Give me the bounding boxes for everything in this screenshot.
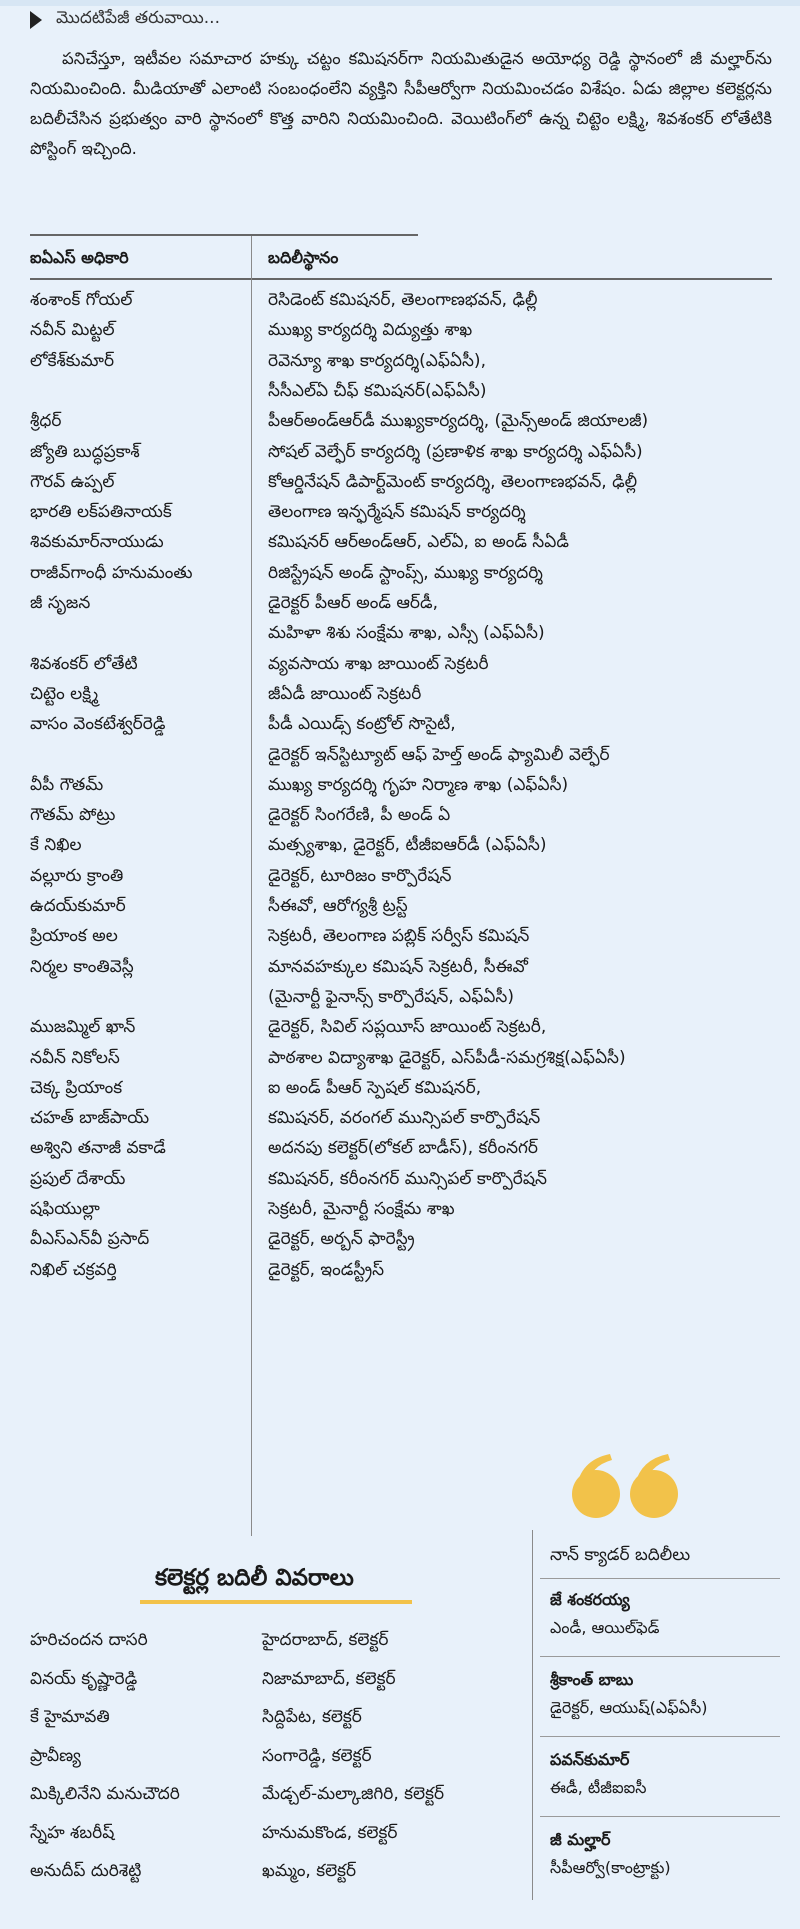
non-cadre-name: శ్రీకాంత్ బాబు bbox=[550, 1670, 634, 1689]
table-row bbox=[30, 654, 770, 684]
table-row bbox=[30, 1169, 770, 1199]
collector-posting: మేడ్చల్-మల్కాజిగిరి, కలెక్టర్ bbox=[262, 1784, 445, 1804]
officer-name: రాజీవ్‌గాంధీ హనుమంతు bbox=[30, 562, 193, 583]
posting-text: రిజిస్ట్రేషన్ అండ్ స్టాంప్స్, ముఖ్య కార్యదర్శి bbox=[268, 562, 543, 583]
officer-name: వాసం వెంకటేశ్వర్‌రెడ్డి bbox=[30, 714, 166, 735]
header-posting: బదిలీస్థానం bbox=[268, 248, 339, 267]
collector-name: హరిచందన దాసరి bbox=[30, 1630, 148, 1650]
posting-text: మహిళా శిశు సంక్షేమ శాఖ, ఎస్సీ (ఎఫ్ఏసీ) bbox=[268, 623, 545, 644]
table-row bbox=[30, 593, 770, 623]
officer-name: శివకుమార్‌నాయుడు bbox=[30, 532, 164, 553]
posting-text: పీడీ ఎయిడ్స్ కంట్రోల్ సొసైటీ, bbox=[268, 714, 456, 735]
collector-name: స్నేహ శబరీష్ bbox=[30, 1822, 115, 1843]
non-cadre-separator bbox=[540, 1736, 780, 1737]
posting-text: జీఏడీ జాయింట్ సెక్రటరీ bbox=[268, 683, 422, 704]
posting-text: సోషల్ వెల్ఫేర్ కార్యదర్శి (ప్రణాళిక శాఖ కార్యదర్శి ఎఫ్ఏసీ) bbox=[268, 441, 643, 462]
table-row bbox=[30, 684, 770, 714]
table-row bbox=[30, 1138, 770, 1168]
non-cadre-name: పవన్‌కుమార్ bbox=[550, 1750, 630, 1769]
non-cadre-desc: డైరెక్టర్, ఆయుష్(ఎఫ్ఏసీ) bbox=[550, 1698, 708, 1717]
officer-name: ఉదయ్‌కుమార్ bbox=[30, 896, 126, 916]
table-row bbox=[30, 714, 770, 744]
posting-text: కమిషనర్, వరంగల్ మున్సిపల్ కార్పొరేషన్ bbox=[268, 1108, 541, 1129]
continued-arrow-icon bbox=[30, 11, 42, 29]
table-row bbox=[30, 1017, 770, 1047]
collector-row bbox=[30, 1746, 480, 1776]
non-cadre-desc: ఈడీ, టీజీఐఐసీ bbox=[550, 1778, 647, 1797]
table-row bbox=[30, 381, 770, 411]
continued-header bbox=[30, 6, 220, 34]
posting-text: పాఠశాల విద్యాశాఖ డైరెక్టర్, ఎస్‌పీడీ-సమగ్రశిక్ష(ఎఫ్ఏసీ) bbox=[268, 1047, 626, 1068]
table-row bbox=[30, 1260, 770, 1290]
officer-name: ప్రపుల్ దేశాయ్ bbox=[30, 1168, 126, 1189]
intro-text: పనిచేస్తూ, ఇటీవల సమాచార హక్కు చట్టం కమిషనర్‌గా నియమితుడైన అయోధ్య రెడ్డి స్థానంలో జీ మల్హార్‌ను నియమించింది. మీడియాతో ఎలాంటి సంబంధంలేని వ్యక్తిని సీపీఆర్వోగా నియమించడం విశేషం. ఏడు జిల్లాల కలెక్టర్లను బదిలీచేసిన ప్రభుత్వం వారి స్థానంలో కొత్త వారిని నియమించింది. వెయిటింగ్‌లో ఉన్న చిట్టెం లక్ష్మి, శివశంకర్ లోతేటికి పోస్టింగ్ ఇచ్చింది. bbox=[30, 49, 772, 158]
posting-text: పీఆర్అండ్ఆర్‌డీ ముఖ్యకార్యదర్శి, (మైన్స్అండ్ జియాలజీ) bbox=[268, 411, 649, 432]
officer-name: చెక్క ప్రియాంక bbox=[30, 1077, 123, 1098]
officer-name: లోకేశ్‌కుమార్ bbox=[30, 350, 115, 371]
non-cadre-name: జే శంకరయ్య bbox=[550, 1590, 630, 1609]
non-cadre-entry bbox=[550, 1586, 780, 1642]
table-row bbox=[30, 896, 770, 926]
posting-text: రెసిడెంట్ కమిషనర్, తెలంగాణభవన్, ఢిల్లీ bbox=[268, 290, 538, 310]
posting-text: కమిషనర్ ఆర్అండ్ఆర్, ఎల్ఏ, ఐ అండ్ సీఏడీ bbox=[268, 532, 569, 553]
non-cadre-separator bbox=[540, 1656, 780, 1657]
non-cadre-desc: ఎండీ, ఆయిల్‌ఫెడ్ bbox=[550, 1618, 660, 1637]
posting-text: సీఈవో, ఆరోగ్యశ్రీ ట్రస్ట్ bbox=[268, 896, 408, 916]
collector-name: వినయ్ కృష్ణారెడ్డి bbox=[30, 1668, 138, 1689]
table-row bbox=[30, 411, 770, 441]
posting-text: మత్స్యశాఖ, డైరెక్టర్, టీజీఐఆర్‌డీ (ఎఫ్ఏసీ) bbox=[268, 835, 547, 856]
officer-name: నవీన్ మిట్టల్ bbox=[30, 320, 115, 341]
posting-text: కమిషనర్, కరీంనగర్ మున్సిపల్ కార్పొరేషన్ bbox=[268, 1168, 547, 1189]
table-row bbox=[30, 1199, 770, 1229]
officer-name: వల్లూరు క్రాంతి bbox=[30, 865, 124, 886]
officer-name: చిట్టెం లక్ష్మి bbox=[30, 683, 99, 704]
collector-name: మిక్కిలినేని మనుచౌదరి bbox=[30, 1784, 180, 1804]
continued-label: మొదటిపేజీ తరువాయి... bbox=[56, 8, 220, 28]
officer-name: జ్యోతి బుద్ధప్రకాశ్ bbox=[30, 441, 140, 462]
collector-row bbox=[30, 1630, 480, 1660]
officer-name: అశ్విని తనాజీ వకాడే bbox=[30, 1138, 166, 1159]
officer-name: శివశంకర్ లోతేటి bbox=[30, 653, 138, 674]
collector-posting: నిజామాబాద్, కలెక్టర్ bbox=[262, 1668, 396, 1689]
non-cadre-entry bbox=[550, 1746, 780, 1802]
officer-name: నిర్మల కాంతివెస్లీ bbox=[30, 956, 134, 977]
table-row bbox=[30, 1048, 770, 1078]
posting-text: అదనపు కలెక్టర్(లోకల్ బాడీస్), కరీంనగర్ bbox=[268, 1138, 539, 1159]
posting-text: డైరెక్టర్ పీఆర్ అండ్ ఆర్‌డీ, bbox=[268, 593, 438, 613]
posting-text: వ్యవసాయ శాఖ జాయింట్ సెక్రటరీ bbox=[268, 653, 489, 674]
posting-text: సెక్రటరీ, తెలంగాణ పబ్లిక్ సర్వీస్ కమిషన్ bbox=[268, 926, 530, 947]
posting-text: డైరెక్టర్, ఇండస్ట్రీస్ bbox=[268, 1259, 385, 1280]
officer-name: భారతి లక్‌పతినాయక్ bbox=[30, 502, 172, 523]
intro-paragraph bbox=[30, 44, 772, 164]
collector-row bbox=[30, 1861, 480, 1891]
collectors-title-underline bbox=[140, 1600, 412, 1604]
table-row bbox=[30, 1229, 770, 1259]
officer-name: వీఎస్ఎన్‌వీ ప్రసాద్ bbox=[30, 1229, 150, 1250]
table-row bbox=[30, 442, 770, 472]
table-row bbox=[30, 745, 770, 775]
officer-name: చహత్ బాజ్‌పాయ్ bbox=[30, 1108, 150, 1129]
non-cadre-divider bbox=[532, 1530, 533, 1900]
table-row bbox=[30, 290, 770, 320]
collector-posting: హనుమకొండ, కలెక్టర్ bbox=[262, 1822, 398, 1843]
officer-name: నిఖిల్ చక్రవర్తి bbox=[30, 1259, 117, 1280]
table-row bbox=[30, 351, 770, 381]
table-row bbox=[30, 957, 770, 987]
officer-name: షఫియుల్లా bbox=[30, 1199, 100, 1219]
non-cadre-desc: సీపీఆర్వో(కాంట్రాక్టు) bbox=[550, 1858, 671, 1877]
officer-name: శంశాంక్ గోయల్ bbox=[30, 290, 133, 310]
table-row bbox=[30, 472, 770, 502]
table-row bbox=[30, 987, 770, 1017]
posting-text: కోఆర్డినేషన్ డిపార్ట్‌మెంట్ కార్యదర్శి, తెలంగాణభవన్, ఢిల్లీ bbox=[268, 471, 638, 492]
table-top-rule bbox=[30, 234, 418, 236]
officer-name: గౌరవ్ ఉప్పల్ bbox=[30, 471, 115, 492]
table-row bbox=[30, 532, 770, 562]
non-cadre-title: నాన్ క్యాడర్ బదిలీలు bbox=[550, 1545, 691, 1565]
posting-text: ముఖ్య కార్యదర్శి విద్యుత్తు శాఖ bbox=[268, 320, 473, 341]
non-cadre-name: జీ మల్హార్ bbox=[550, 1830, 611, 1849]
table-row bbox=[30, 1078, 770, 1108]
collector-row bbox=[30, 1784, 480, 1814]
table-row bbox=[30, 835, 770, 865]
posting-text: సెక్రటరీ, మైనార్టీ సంక్షేమ శాఖ bbox=[268, 1199, 455, 1219]
table-row bbox=[30, 623, 770, 653]
table-row bbox=[30, 805, 770, 835]
officer-name: ముజమ్మిల్ ఖాన్ bbox=[30, 1017, 136, 1038]
officer-name: శ్రీధర్ bbox=[30, 411, 62, 432]
collector-posting: ఖమ్మం, కలెక్టర్ bbox=[262, 1861, 357, 1881]
collector-posting: సిద్దిపేట, కలెక్టర్ bbox=[262, 1707, 362, 1727]
collector-name: ప్రావీణ్య bbox=[30, 1745, 81, 1766]
posting-text: తెలంగాణ ఇన్ఫర్మేషన్ కమిషన్ కార్యదర్శి bbox=[268, 502, 526, 523]
collector-row bbox=[30, 1707, 480, 1737]
collector-posting: సంగారెడ్డి, కలెక్టర్ bbox=[262, 1745, 372, 1766]
posting-text: రెవెన్యూ శాఖ కార్యదర్శి(ఎఫ్ఏసీ), bbox=[268, 350, 486, 371]
posting-text: డైరెక్టర్, సివిల్ సప్లయీస్ జాయింట్ సెక్రటరీ, bbox=[268, 1017, 547, 1038]
collectors-title: కలెక్టర్ల బదిలీ వివరాలు bbox=[155, 1565, 354, 1591]
table-header-rule bbox=[30, 278, 772, 280]
table-row bbox=[30, 1108, 770, 1138]
officer-name: నవీన్ నికోలస్ bbox=[30, 1047, 120, 1068]
non-cadre-separator bbox=[540, 1816, 780, 1817]
collector-posting: హైదరాబాద్, కలెక్టర్ bbox=[262, 1630, 389, 1650]
non-cadre-entry bbox=[550, 1826, 780, 1882]
collector-row bbox=[30, 1823, 480, 1853]
table-row bbox=[30, 926, 770, 956]
posting-text: సీసీఎల్ఏ చీఫ్ కమిషనర్(ఎఫ్ఏసీ) bbox=[268, 380, 487, 401]
quote-icon bbox=[566, 1452, 686, 1520]
table-row bbox=[30, 866, 770, 896]
posting-text: ఐ అండ్ పీఆర్ స్పెషల్ కమిషనర్, bbox=[268, 1077, 482, 1098]
table-row bbox=[30, 320, 770, 350]
officer-name: వీపీ గౌతమ్ bbox=[30, 774, 104, 795]
non-cadre-entry bbox=[550, 1666, 780, 1722]
posting-text: డైరెక్టర్, టూరిజం కార్పొరేషన్ bbox=[268, 865, 452, 886]
non-cadre-separator bbox=[540, 1578, 780, 1579]
table-row bbox=[30, 775, 770, 805]
posting-text: డైరెక్టర్ సింగరేణి, పీ అండ్ ఏ bbox=[268, 805, 451, 826]
posting-text: డైరెక్టర్, అర్బన్ ఫారెస్ట్రీ bbox=[268, 1229, 415, 1250]
header-officer: ఐఏఎస్ అధికారి bbox=[30, 248, 129, 267]
posting-text: మానవహక్కుల కమిషన్ సెక్రటరీ, సీఈవో bbox=[268, 956, 528, 977]
table-row bbox=[30, 563, 770, 593]
posting-text: ముఖ్య కార్యదర్శి గృహ నిర్మాణ శాఖ (ఎఫ్ఏసీ) bbox=[268, 774, 569, 795]
officer-name: ప్రియాంక అల bbox=[30, 926, 118, 947]
officer-name: జీ సృజన bbox=[30, 593, 91, 613]
officer-name: గౌతమ్ పోట్రు bbox=[30, 805, 116, 826]
posting-text: (మైనార్టీ ఫైనాన్స్ కార్పొరేషన్, ఎఫ్ఏసీ) bbox=[268, 986, 514, 1007]
collector-row bbox=[30, 1669, 480, 1699]
collector-name: కే హైమావతి bbox=[30, 1707, 110, 1727]
table-row bbox=[30, 502, 770, 532]
collector-name: అనుదీప్ దురిశెట్టి bbox=[30, 1861, 142, 1881]
officer-name: కే నిఖిల bbox=[30, 835, 82, 856]
posting-text: డైరెక్టర్ ఇన్‌స్టిట్యూట్ ఆఫ్ హెల్త్ అండ్ ఫ్యామిలీ వెల్ఫేర్ bbox=[268, 744, 610, 765]
